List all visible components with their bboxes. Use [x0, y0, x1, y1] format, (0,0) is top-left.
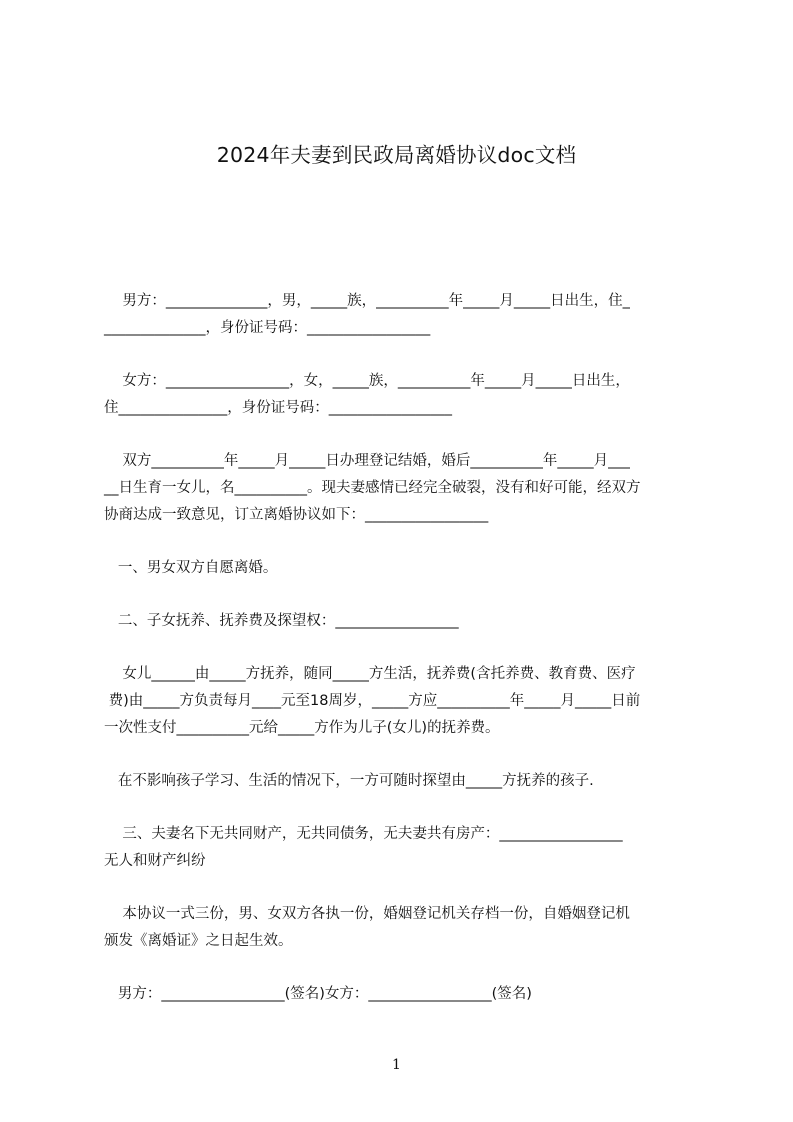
section-two-heading: 二、子女抚养、抚养费及探望权：_________________	[104, 613, 459, 629]
text-line-marriage: 双方__________年_____月_____日办理登记结婚，婚后__________年_____月___	[104, 453, 630, 469]
text-line-property: 无人和财产纠纷	[104, 853, 206, 869]
page-number: 1	[392, 1057, 401, 1073]
text-line-female-info: 女方：_________________，女，_____族，__________年_____月_____日出生，	[104, 373, 630, 389]
text-line-copies: 本协议一式三份，男、女双方各执一份，婚姻登记机关存档一份，自婚姻登记机	[104, 906, 630, 922]
text-line-lump-sum: 一次性支付__________元给_____方作为儿子(女儿)的抚养费。	[104, 720, 500, 736]
text-line-support-fee: 费)由_____方负责每月____元至18周岁，_____方应__________年_____月_____日前	[104, 693, 641, 709]
text-line-effective: 颁发《离婚证》之日起生效。	[104, 933, 293, 949]
signature-line: 男方：_________________(签名)女方：_________________(签名)	[104, 986, 532, 1002]
text-line-child-birth: __日生育一女儿，名__________。现夫妻感情已经完全破裂，没有和好可能，经双方	[104, 480, 641, 496]
section-three-heading: 三、夫妻名下无共同财产，无共同债务，无夫妻共有房产：_________________	[104, 826, 623, 842]
text-line-custody: 女儿______由_____方抚养，随同_____方生活，抚养费(含托养费、教育费、医疗	[104, 666, 636, 682]
document-title: 2024年夫妻到民政局离婚协议doc文档	[216, 143, 577, 167]
text-line-female-id: 住_______________，身份证号码：_________________	[104, 400, 452, 416]
text-line-male-info: 男方：______________，男，_____族，__________年_____月_____日出生，住_	[104, 293, 630, 309]
text-line-visitation: 在不影响孩子学习、生活的情况下，一方可随时探望由_____方抚养的孩子.	[104, 773, 594, 789]
section-one-heading: 一、男女双方自愿离婚。	[104, 560, 278, 576]
text-line-agreement-intro: 协商达成一致意见，订立离婚协议如下：_________________	[104, 507, 489, 523]
text-line-male-id: ______________，身份证号码：_________________	[104, 320, 431, 336]
